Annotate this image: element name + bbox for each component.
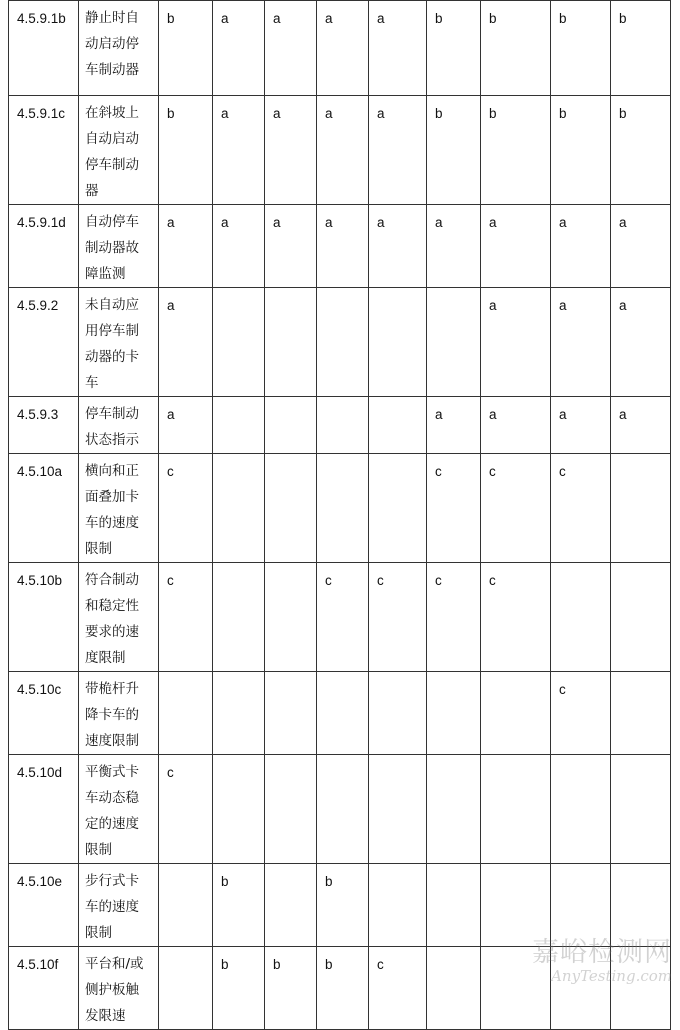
value-cell <box>265 397 317 454</box>
description-line: 车动态稳 <box>85 790 139 806</box>
value-cell <box>427 755 481 864</box>
value-cell <box>551 563 611 672</box>
description-line: 速度限制 <box>85 733 139 749</box>
value-cell: a <box>611 397 671 454</box>
value-cell: c <box>369 563 427 672</box>
value-cell <box>427 864 481 947</box>
value-cell: a <box>317 96 369 205</box>
clause-description <box>79 288 159 397</box>
value-cell <box>481 864 551 947</box>
description-line: 降卡车的 <box>85 707 139 723</box>
value-cell: c <box>551 672 611 755</box>
value-cell: b <box>159 96 213 205</box>
value-cell: a <box>265 205 317 288</box>
description-line: 器 <box>85 183 99 199</box>
value-cell <box>213 563 265 672</box>
value-cell <box>317 397 369 454</box>
value-cell <box>265 755 317 864</box>
table-row <box>9 755 671 864</box>
value-cell: b <box>611 1 671 96</box>
description-line: 未自动应 <box>85 297 139 313</box>
value-cell: c <box>159 563 213 672</box>
value-cell: b <box>551 96 611 205</box>
value-cell <box>369 864 427 947</box>
value-cell: a <box>611 288 671 397</box>
clause-id: 4.5.10c <box>9 672 79 755</box>
value-cell: a <box>213 1 265 96</box>
description-line: 停车制动 <box>85 157 139 173</box>
value-cell: a <box>427 205 481 288</box>
value-cell <box>611 755 671 864</box>
clause-description <box>79 205 159 288</box>
value-cell <box>611 454 671 563</box>
table-row <box>9 205 671 288</box>
value-cell: a <box>317 205 369 288</box>
value-cell: c <box>481 563 551 672</box>
description-line: 自动启动 <box>85 131 139 147</box>
clause-id: 4.5.10e <box>9 864 79 947</box>
value-cell <box>427 672 481 755</box>
description-line: 车 <box>85 375 99 391</box>
value-cell: a <box>481 205 551 288</box>
value-cell: c <box>551 454 611 563</box>
value-cell <box>481 672 551 755</box>
description-line: 步行式卡 <box>85 873 139 889</box>
value-cell: b <box>317 864 369 947</box>
clause-id: 4.5.10b <box>9 563 79 672</box>
description-line: 带桅杆升 <box>85 681 139 697</box>
value-cell: a <box>369 1 427 96</box>
value-cell <box>265 288 317 397</box>
value-cell: a <box>551 288 611 397</box>
value-cell <box>213 755 265 864</box>
value-cell <box>369 672 427 755</box>
value-cell: a <box>317 1 369 96</box>
value-cell <box>317 288 369 397</box>
value-cell <box>265 454 317 563</box>
clause-id: 4.5.10d <box>9 755 79 864</box>
table-row <box>9 288 671 397</box>
value-cell <box>213 397 265 454</box>
clause-id: 4.5.9.1d <box>9 205 79 288</box>
description-line: 限制 <box>85 541 112 557</box>
clause-description <box>79 947 159 1030</box>
clause-description <box>79 454 159 563</box>
clause-id: 4.5.9.2 <box>9 288 79 397</box>
description-line: 侧护板触 <box>85 982 139 998</box>
value-cell: b <box>551 1 611 96</box>
value-cell <box>427 288 481 397</box>
value-cell: b <box>317 947 369 1030</box>
value-cell <box>611 672 671 755</box>
value-cell: a <box>159 288 213 397</box>
description-line: 车的速度 <box>85 515 139 531</box>
description-line: 限制 <box>85 842 112 858</box>
description-line: 横向和正 <box>85 463 139 479</box>
value-cell: a <box>551 205 611 288</box>
value-cell: c <box>427 454 481 563</box>
value-cell: b <box>427 1 481 96</box>
value-cell: c <box>159 755 213 864</box>
value-cell: b <box>265 947 317 1030</box>
table-row <box>9 672 671 755</box>
value-cell: c <box>369 947 427 1030</box>
value-cell <box>611 563 671 672</box>
description-line: 障监测 <box>85 266 126 282</box>
value-cell <box>213 454 265 563</box>
clause-description <box>79 755 159 864</box>
clause-description <box>79 96 159 205</box>
value-cell: b <box>611 96 671 205</box>
description-line: 静止时自 <box>85 10 139 26</box>
description-line: 车制动器 <box>85 62 139 78</box>
value-cell <box>265 864 317 947</box>
clause-description <box>79 672 159 755</box>
description-line: 自动停车 <box>85 214 139 230</box>
value-cell <box>213 672 265 755</box>
description-line: 度限制 <box>85 650 126 666</box>
value-cell <box>427 947 481 1030</box>
value-cell: a <box>481 397 551 454</box>
value-cell <box>317 672 369 755</box>
table-row <box>9 454 671 563</box>
value-cell <box>551 864 611 947</box>
value-cell <box>369 454 427 563</box>
value-cell <box>265 563 317 672</box>
value-cell: a <box>213 96 265 205</box>
clause-id: 4.5.9.1c <box>9 96 79 205</box>
value-cell <box>213 288 265 397</box>
description-line: 要求的速 <box>85 624 139 640</box>
value-cell <box>265 672 317 755</box>
value-cell: c <box>481 454 551 563</box>
value-cell <box>551 755 611 864</box>
watermark-english: AnyTesting.com <box>551 967 672 985</box>
description-line: 平衡式卡 <box>85 764 139 780</box>
value-cell: a <box>611 205 671 288</box>
value-cell: a <box>369 96 427 205</box>
clause-id: 4.5.10a <box>9 454 79 563</box>
value-cell: c <box>317 563 369 672</box>
description-line: 动器的卡 <box>85 349 139 365</box>
watermark-chinese: 嘉峪检测网 <box>532 937 672 968</box>
description-line: 停车制动 <box>85 406 139 422</box>
clause-id: 4.5.9.1b <box>9 1 79 96</box>
value-cell: c <box>159 454 213 563</box>
clause-description <box>79 864 159 947</box>
clause-id: 4.5.10f <box>9 947 79 1030</box>
description-line: 符合制动 <box>85 572 139 588</box>
value-cell: b <box>213 864 265 947</box>
value-cell <box>159 672 213 755</box>
value-cell <box>369 288 427 397</box>
description-line: 用停车制 <box>85 323 139 339</box>
value-cell: a <box>159 205 213 288</box>
value-cell <box>159 947 213 1030</box>
value-cell <box>611 864 671 947</box>
value-cell <box>317 454 369 563</box>
description-line: 定的速度 <box>85 816 139 832</box>
value-cell: b <box>481 1 551 96</box>
value-cell: a <box>213 205 265 288</box>
value-cell: b <box>213 947 265 1030</box>
table-row <box>9 1 671 96</box>
description-line: 状态指示 <box>85 432 139 448</box>
table-row <box>9 397 671 454</box>
value-cell <box>481 755 551 864</box>
description-line: 发限速 <box>85 1008 126 1024</box>
value-cell <box>369 755 427 864</box>
description-line: 限制 <box>85 925 112 941</box>
value-cell: a <box>265 96 317 205</box>
description-line: 面叠加卡 <box>85 489 139 505</box>
clause-id: 4.5.9.3 <box>9 397 79 454</box>
value-cell: b <box>427 96 481 205</box>
value-cell: a <box>159 397 213 454</box>
value-cell <box>317 755 369 864</box>
clause-description <box>79 1 159 96</box>
value-cell: b <box>481 96 551 205</box>
value-cell: a <box>369 205 427 288</box>
clause-description <box>79 563 159 672</box>
description-line: 动启动停 <box>85 36 139 52</box>
description-line: 平台和/或 <box>85 956 144 972</box>
table-row <box>9 563 671 672</box>
value-cell: a <box>481 288 551 397</box>
description-line: 和稳定性 <box>85 598 139 614</box>
spec-table <box>8 0 671 1030</box>
value-cell: b <box>159 1 213 96</box>
value-cell: a <box>551 397 611 454</box>
clause-description <box>79 397 159 454</box>
description-line: 在斜坡上 <box>85 105 139 121</box>
watermark <box>532 938 672 984</box>
value-cell: a <box>265 1 317 96</box>
value-cell <box>159 864 213 947</box>
value-cell <box>369 397 427 454</box>
value-cell: c <box>427 563 481 672</box>
description-line: 制动器故 <box>85 240 139 256</box>
table-row <box>9 96 671 205</box>
value-cell: a <box>427 397 481 454</box>
description-line: 车的速度 <box>85 899 139 915</box>
table-row <box>9 864 671 947</box>
